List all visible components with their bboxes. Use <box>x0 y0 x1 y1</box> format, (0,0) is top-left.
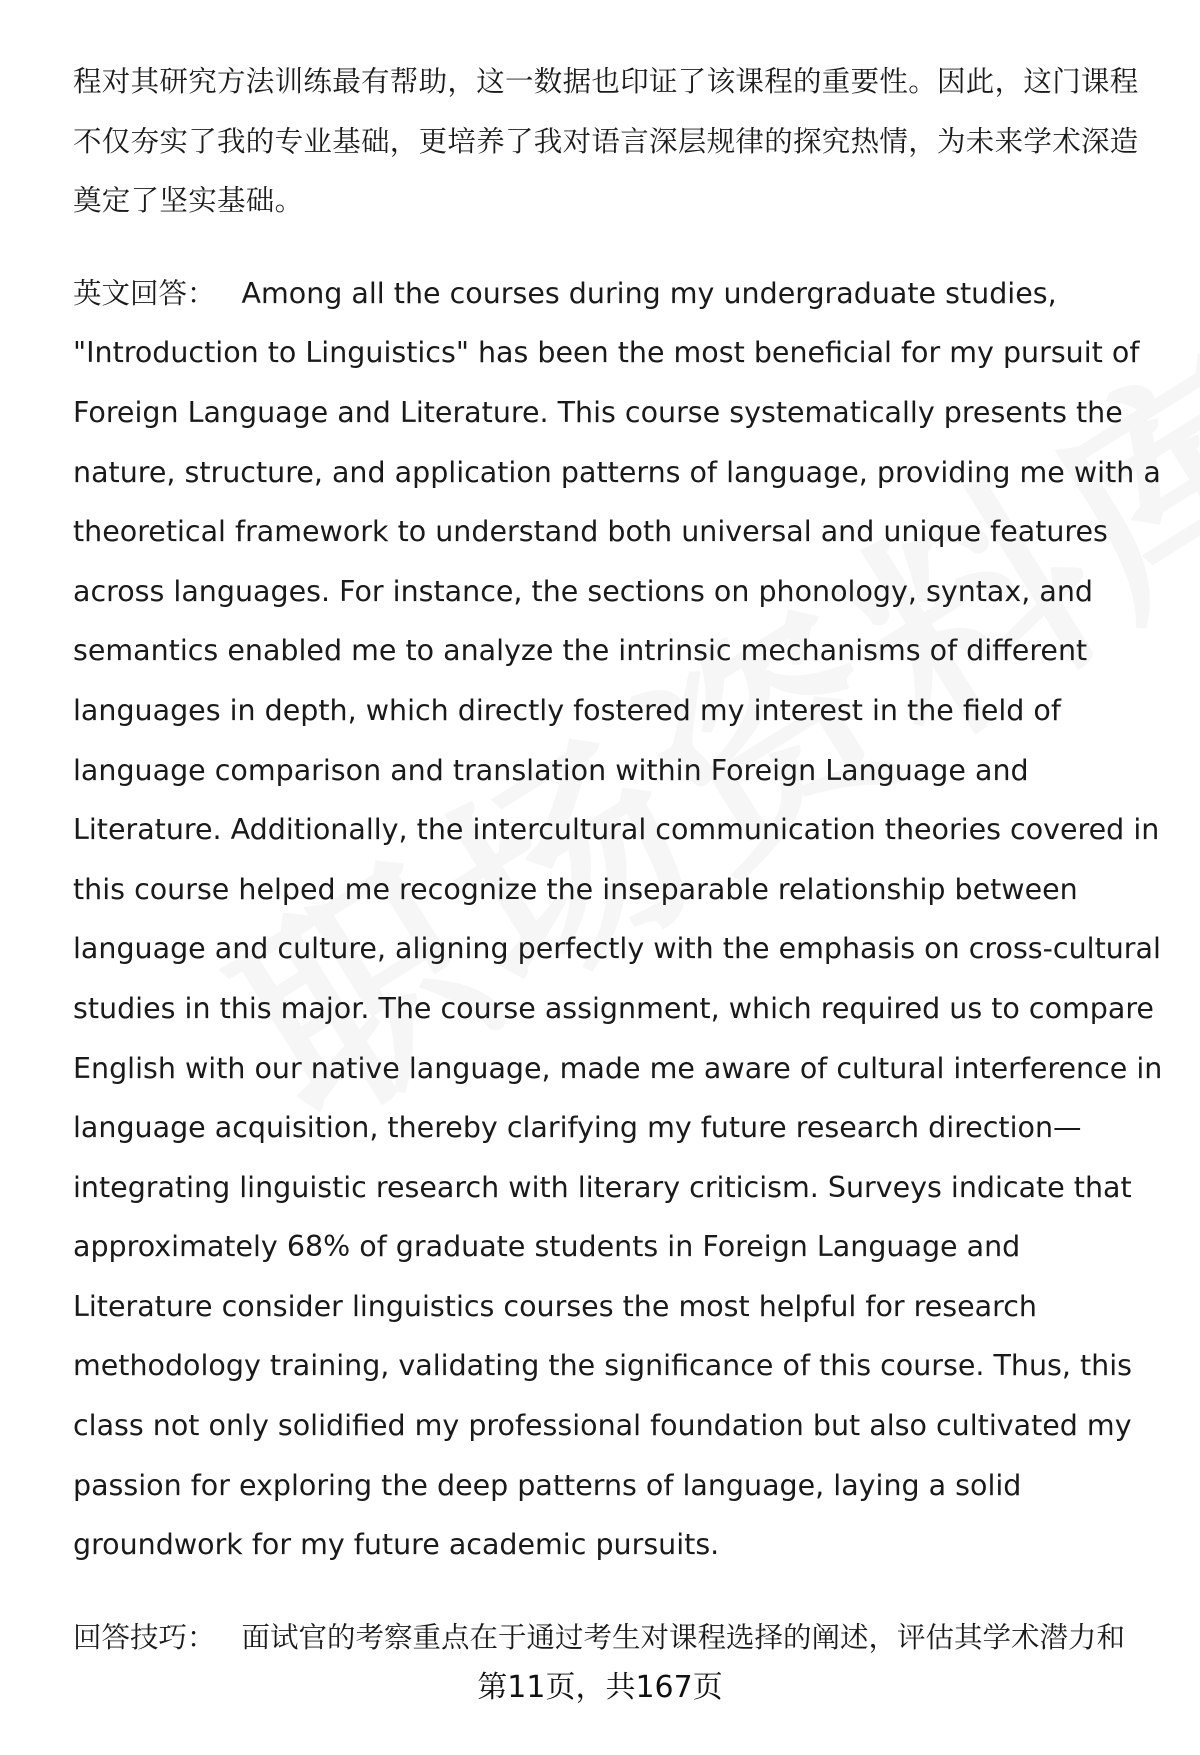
paragraph-chinese-continuation: 程对其研究方法训练最有帮助，这一数据也印证了该课程的重要性。因此，这门课程不仅夯实了我的专业基础，更培养了我对语言深层规律的探究热情，为未来学术深造奠定了坚实基础。 <box>73 65 1139 218</box>
paragraph-english-answer <box>73 264 1163 1575</box>
english-answer-label: 英文回答： <box>73 276 216 310</box>
answer-tips-text: 面试官的考察重点在于通过考生对课程选择的阐述，评估其学术潜力和 <box>241 1620 1126 1654</box>
answer-tips-label: 回答技巧： <box>73 1620 216 1654</box>
paragraph-answer-tips <box>73 1608 1163 1668</box>
page-number-footer: 第11页，共167页 <box>477 1670 723 1705</box>
document-page <box>73 52 1163 1667</box>
english-answer-text: Among all the courses during my undergraduate studies, "Introduction to Linguistics" has been the most beneficial for my pursuit of Foreign Language and Literature. This course systematically presents the nature, structure, and application patterns of language, providing me with a theoretical framework to understand both universal and unique features across languages. For instance, the sections on phonology, syntax, and semantics enabled me to analyze the intrinsic mechanisms of different languages in depth, which directly fostered my interest in the field of language comparison and translation within Foreign Language and Literature. Additionally, the intercultural communication theories covered in this course helped me recognize the inseparable relationship between language and culture, aligning perfectly with the emphasis on cross-cultural studies in this major. The course assignment, which required us to compare English with our native language, made me aware of cultural interference in language acquisition, thereby clarifying my future research direction—integrating linguistic research with literary criticism. Surveys indicate that approximately 68% of graduate students in Foreign Language and Literature consider linguistics courses the most helpful for research methodology training, validating the significance of this course. Thus, this class not only solidified my professional foundation but also cultivated my passion for exploring the deep patterns of language, laying a solid groundwork for my future academic pursuits. <box>73 276 1163 1562</box>
